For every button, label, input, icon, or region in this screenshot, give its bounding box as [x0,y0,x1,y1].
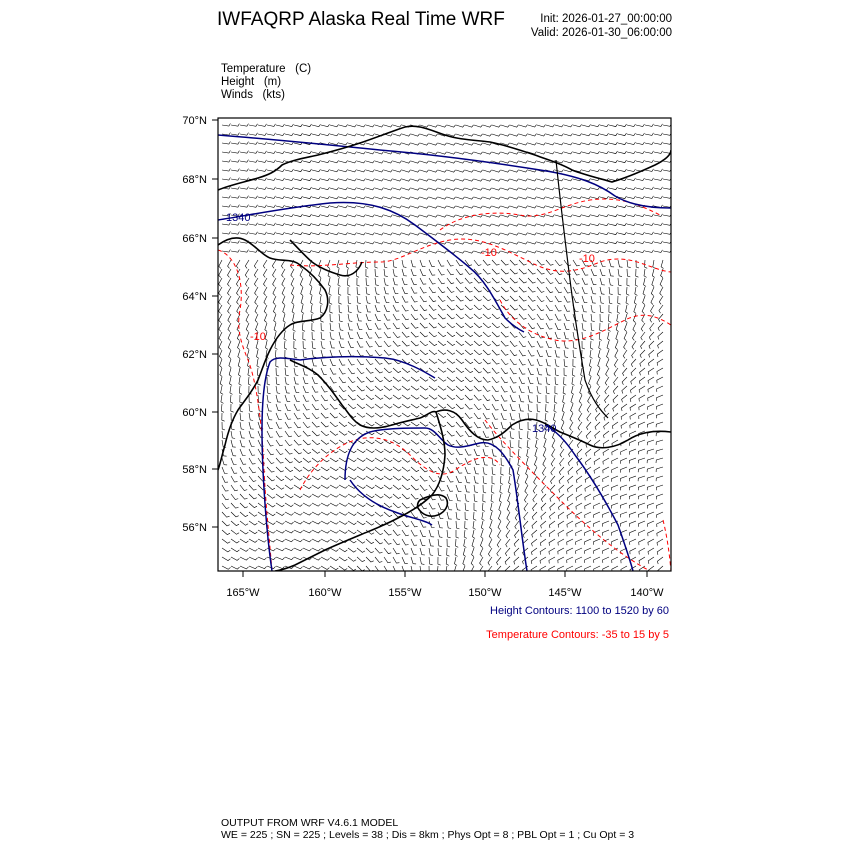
lon-label: 140°W [630,587,664,599]
lon-label: 165°W [226,587,260,599]
field-unit: (m) [263,76,282,88]
height-contour-label: 1340 [532,423,557,435]
longitude-labels [226,587,664,599]
temperature-contour-label: -10 [250,331,266,343]
temperature-contour-label: -10 [481,247,497,259]
latitude-labels [182,115,207,534]
lon-label: 145°W [548,587,582,599]
lat-label: 58°N [182,464,207,476]
height-contour-label: 1340 [226,212,251,224]
longitude-axis [243,571,647,577]
field-name: Temperature [221,63,286,75]
lat-label: 70°N [182,115,207,127]
latitude-axis [212,120,218,527]
temperature-contour-label: -10 [579,253,595,265]
page-title: IWFAQRP Alaska Real Time WRF [217,9,505,30]
lat-label: 62°N [182,349,207,361]
field-unit: (C) [295,63,312,75]
field-name: Height [221,76,255,88]
valid-time: Valid: 2026-01-30_06:00:00 [530,27,672,39]
lat-label: 68°N [182,174,207,186]
lon-label: 160°W [308,587,342,599]
lon-label: 155°W [388,587,422,599]
lat-label: 64°N [182,291,207,303]
temperature-contours-legend: Temperature Contours: -35 to 15 by 5 [486,629,669,641]
lon-label: 150°W [468,587,502,599]
lat-label: 66°N [182,233,207,245]
height-contours-legend: Height Contours: 1100 to 1520 by 60 [490,605,669,617]
map-background [218,118,671,571]
lat-label: 60°N [182,407,207,419]
field-name: Winds [221,89,253,101]
lat-label: 56°N [182,522,207,534]
model-settings: WE = 225 ; SN = 225 ; Levels = 38 ; Dis = 8km ; Phys Opt = 8 ; PBL Opt = 1 ; Cu Opt = 3 [221,829,635,841]
field-unit: (kts) [262,89,285,101]
model-info: OUTPUT FROM WRF V4.6.1 MODEL [221,817,399,829]
init-time: Init: 2026-01-27_00:00:00 [540,13,672,25]
